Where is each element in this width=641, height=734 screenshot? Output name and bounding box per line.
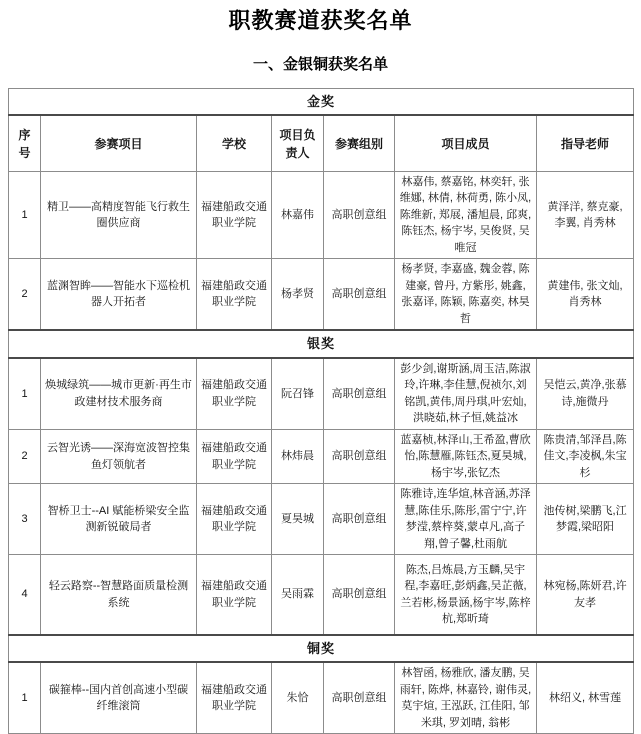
- cell-school: 福建船政交通职业学院: [197, 484, 272, 555]
- cell-leader: 林嘉伟: [272, 171, 324, 259]
- cell-members: 蓝嘉桢,林泽山,王希盈,曹欣怡,陈慧雁,陈钰杰,夏昊城,杨宇岑,张钇杰: [395, 429, 537, 484]
- cell-school: 福建船政交通职业学院: [197, 358, 272, 430]
- cell-leader: 林炜晨: [272, 429, 324, 484]
- page-title: 职教赛道获奖名单: [228, 8, 413, 33]
- col-header-leader: 项目负责人: [272, 115, 324, 171]
- cell-project: 智桥卫士--AI 赋能桥梁安全监测新锐破局者: [41, 484, 197, 555]
- cell-members: 彭少剑,谢斯涵,周玉洁,陈淑玲,许琳,李佳慧,倪祯尔,刘铭凯,黄伟,周丹琪,叶宏灿,洪晓茹,林子恒,姚益冰: [395, 358, 537, 430]
- cell-group: 高职创意组: [324, 259, 395, 331]
- cell-leader: 朱恰: [272, 662, 324, 734]
- page-subtitle: 一、金银铜获奖名单: [252, 55, 388, 73]
- cell-members: 林嘉伟, 蔡嘉铭, 林奕轩, 张维娜, 林倩, 林荷勇, 陈小凤, 陈维新, 郑展, 潘旭晨, 邱爽, 陈钰杰, 杨宇岑, 吴俊贤, 吴唯冠: [395, 171, 537, 259]
- col-header-advisors: 指导老师: [537, 115, 634, 171]
- cell-no: 2: [9, 259, 41, 331]
- cell-group: 高职创意组: [324, 662, 395, 734]
- cell-no: 1: [9, 171, 41, 259]
- cell-members: 陈雅诗,连华煊,林音涵,苏泽慧,陈佳乐,陈彤,雷宁宁,许梦滢,蔡梓葵,蒙卓凡,高子翔,曾子馨,杜雨航: [395, 484, 537, 555]
- cell-members: 杨孝贤, 李嘉盛, 魏金蓉, 陈建豪, 曾丹, 方紫彤, 姚鑫, 张嘉译, 陈颖, 陈嘉奕, 林昊哲: [395, 259, 537, 331]
- cell-group: 高职创意组: [324, 429, 395, 484]
- cell-leader: 吴雨霖: [272, 555, 324, 635]
- cell-leader: 杨孝贤: [272, 259, 324, 331]
- table-row: [9, 259, 634, 331]
- cell-project: 碳箍棒--国内首创高速小型碳纤维滚筒: [41, 662, 197, 734]
- table-row: [9, 484, 634, 555]
- table-header-row: [9, 115, 634, 171]
- section-row-gold: [9, 88, 634, 115]
- col-header-project: 参赛项目: [41, 115, 197, 171]
- cell-project: 云智光诱——深海宽波智控集鱼灯领航者: [41, 429, 197, 484]
- cell-project: 轻云路察--智慧路面质量检测系统: [41, 555, 197, 635]
- cell-advisors: 吴恺云,黄净,张慕诗,施微丹: [537, 358, 634, 430]
- col-header-members: 项目成员: [395, 115, 537, 171]
- section-row-bronze: [9, 635, 634, 663]
- cell-project: 蓝渊智眸——智能水下巡检机器人开拓者: [41, 259, 197, 331]
- cell-school: 福建船政交通职业学院: [197, 171, 272, 259]
- cell-advisors: 黄泽洋, 蔡克豪, 李翼, 肖秀林: [537, 171, 634, 259]
- cell-school: 福建船政交通职业学院: [197, 429, 272, 484]
- cell-no: 1: [9, 662, 41, 734]
- cell-no: 2: [9, 429, 41, 484]
- section-header-silver: 银奖: [9, 330, 634, 358]
- cell-school: 福建船政交通职业学院: [197, 259, 272, 331]
- cell-no: 4: [9, 555, 41, 635]
- cell-school: 福建船政交通职业学院: [197, 555, 272, 635]
- cell-no: 1: [9, 358, 41, 430]
- table-row: [9, 358, 634, 430]
- table-row: [9, 662, 634, 734]
- cell-school: 福建船政交通职业学院: [197, 662, 272, 734]
- cell-group: 高职创意组: [324, 555, 395, 635]
- table-row: [9, 171, 634, 259]
- section-header-gold: 金奖: [9, 88, 634, 115]
- section-row-silver: [9, 330, 634, 358]
- cell-members: 陈杰,吕炼晨,方玉麟,吴宇程,李嘉旺,彭炳鑫,吴芷薇,兰若彬,杨景涵,杨宇岑,陈梓杭,郑昕琦: [395, 555, 537, 635]
- cell-advisors: 池传树,梁鹏飞,江梦霞,梁昭阳: [537, 484, 634, 555]
- cell-advisors: 黄建伟, 张文灿, 肖秀林: [537, 259, 634, 331]
- col-header-no: 序号: [9, 115, 41, 171]
- cell-advisors: 陈贵清,邹泽昌,陈佳文,李凌枫,朱宝杉: [537, 429, 634, 484]
- awards-table: [8, 88, 634, 734]
- col-header-group: 参赛组别: [324, 115, 395, 171]
- cell-advisors: 林宛杨,陈妍君,许友孝: [537, 555, 634, 635]
- section-header-bronze: 铜奖: [9, 635, 634, 663]
- cell-group: 高职创意组: [324, 358, 395, 430]
- table-row: [9, 429, 634, 484]
- cell-advisors: 林绍义, 林雪莲: [537, 662, 634, 734]
- cell-project: 焕城绿筑——城市更新·再生市政建材技术服务商: [41, 358, 197, 430]
- col-header-school: 学校: [197, 115, 272, 171]
- cell-group: 高职创意组: [324, 171, 395, 259]
- cell-project: 精卫——高精度智能飞行救生圈供应商: [41, 171, 197, 259]
- table-row: [9, 555, 634, 635]
- cell-no: 3: [9, 484, 41, 555]
- cell-leader: 夏昊城: [272, 484, 324, 555]
- cell-group: 高职创意组: [324, 484, 395, 555]
- cell-leader: 阮召锋: [272, 358, 324, 430]
- cell-members: 林智函, 杨雅欣, 潘友鹏, 吴雨轩, 陈烨, 林嘉铃, 谢伟灵, 莫宇煊, 王泓跃, 江佳阳, 邹米琪, 罗刘晴, 翁彬: [395, 662, 537, 734]
